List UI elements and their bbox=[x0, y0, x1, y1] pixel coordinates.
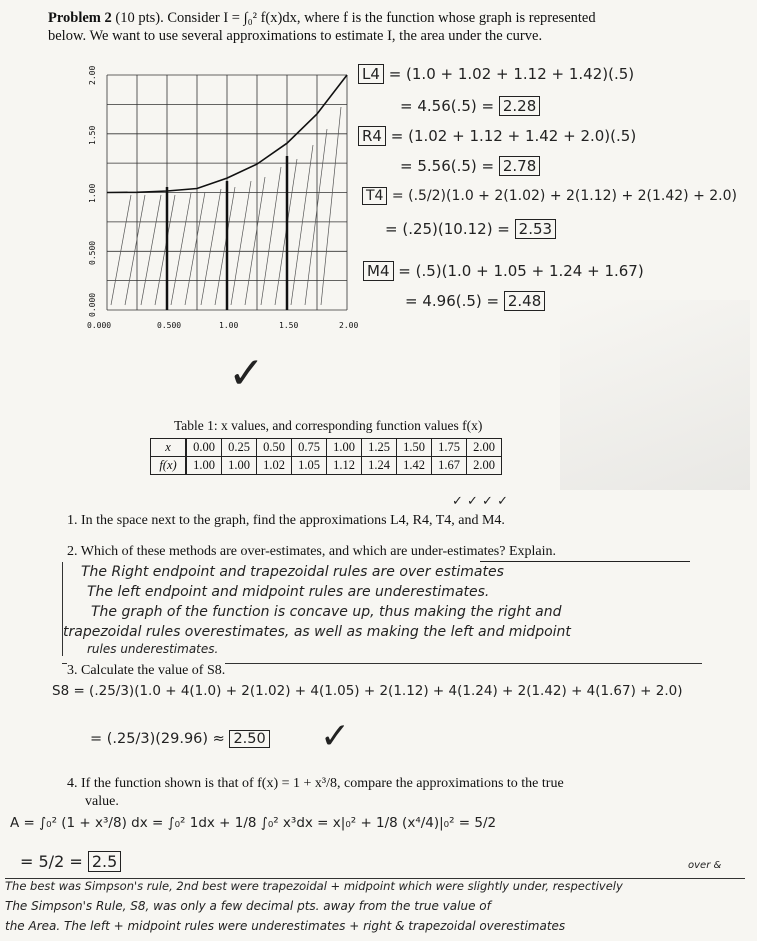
q1-ticks: ✓ ✓ ✓ ✓ bbox=[452, 494, 508, 509]
M4-label: M4 bbox=[363, 261, 394, 281]
x-tick: 1.00 bbox=[219, 321, 239, 330]
question-2: 2. Which of these methods are over-estimates, and which are under-estimates? Explain. bbox=[67, 544, 557, 559]
x-tick: 0.000 bbox=[87, 321, 112, 330]
M4-line1: = (.5)(1.0 + 1.05 + 1.24 + 1.67) bbox=[398, 262, 644, 280]
x-cell: 1.75 bbox=[432, 439, 467, 457]
a2-line2: The left endpoint and midpoint rules are underestimates. bbox=[87, 584, 490, 600]
question-1: 1. In the space next to the graph, find the approximations L4, R4, T4, and M4. bbox=[67, 513, 505, 528]
a4-line5: the Area. The left + midpoint rules were underestimates + right & trapezoidal overestimates bbox=[5, 919, 566, 933]
x-cell: 0.25 bbox=[222, 439, 257, 457]
a3-line2-text: = (.25/3)(29.96) ≈ bbox=[90, 731, 225, 747]
a4-line4: The Simpson's Rule, S8, was only a few decimal pts. away from the true value of bbox=[5, 899, 491, 913]
work-T4 bbox=[362, 188, 752, 204]
a2-line1: The Right endpoint and trapezoidal rules are over estimates bbox=[81, 564, 504, 580]
problem-points: (10 pts). bbox=[115, 10, 164, 26]
f-cell: 1.05 bbox=[292, 457, 327, 475]
problem-header bbox=[48, 9, 728, 45]
M4-result: 2.48 bbox=[504, 291, 545, 311]
problem-label: Problem 2 bbox=[48, 10, 112, 26]
x-cell: 2.00 bbox=[467, 439, 502, 457]
values-table bbox=[150, 438, 502, 475]
question-3: 3. Calculate the value of S8. bbox=[67, 663, 226, 678]
problem-text-2: below. We want to use several approximations to estimate I, the area under the curve. bbox=[48, 28, 543, 44]
L4-result: 2.28 bbox=[499, 96, 540, 116]
a4-line2-text: = 5/2 = bbox=[20, 852, 83, 871]
function-graph bbox=[55, 55, 365, 345]
answer-4-line1: A = ∫₀² (1 + x³/8) dx = ∫₀² 1dx + 1/8 ∫₀² x³dx = x|₀² + 1/8 (x⁴/4)|₀² = 5/2 bbox=[10, 815, 497, 831]
y-tick: 0.000 bbox=[88, 292, 97, 317]
T4-label: T4 bbox=[362, 187, 387, 205]
L4-line1: = (1.0 + 1.02 + 1.12 + 1.42)(.5) bbox=[388, 65, 635, 83]
a3-result: 2.50 bbox=[229, 730, 269, 748]
work-R4 bbox=[358, 127, 748, 145]
work-R4-line2 bbox=[400, 157, 540, 175]
a4-line3: The best was Simpson's rule, 2nd best were trapezoidal + midpoint which were slightly under, respectively bbox=[5, 879, 623, 893]
work-M4 bbox=[363, 262, 753, 280]
x-tick: 2.00 bbox=[339, 321, 359, 330]
work-L4 bbox=[358, 65, 748, 83]
x-cell: 0.75 bbox=[292, 439, 327, 457]
y-tick: 1.00 bbox=[88, 183, 97, 203]
R4-line2-text: = 5.56(.5) = bbox=[400, 157, 495, 175]
x-tick: 1.50 bbox=[279, 321, 299, 330]
x-cell: 0.00 bbox=[186, 439, 222, 457]
R4-line1: = (1.02 + 1.12 + 1.42 + 2.0)(.5) bbox=[390, 127, 637, 145]
answer-2 bbox=[62, 562, 757, 656]
answer-3-line2 bbox=[90, 731, 270, 747]
R4-label: R4 bbox=[358, 126, 386, 146]
a2-line5: rules underestimates. bbox=[87, 642, 219, 656]
table-row-x bbox=[151, 439, 502, 457]
f-header: f(x) bbox=[151, 457, 187, 475]
y-tick: 2.00 bbox=[88, 65, 97, 85]
question-4 bbox=[67, 775, 564, 811]
T4-line2-text: = (.25)(10.12) = bbox=[385, 220, 510, 238]
a2-line3: The graph of the function is concave up, thus making the right and bbox=[91, 604, 562, 620]
f-cell: 2.00 bbox=[467, 457, 502, 475]
a2-line4: trapezoidal rules overestimates, as well as making the left and midpoint bbox=[63, 624, 571, 640]
R4-result: 2.78 bbox=[499, 156, 540, 176]
x-header: x bbox=[151, 439, 187, 457]
x-cell: 1.50 bbox=[397, 439, 432, 457]
y-tick-labels bbox=[88, 66, 97, 317]
answer-4-line2 bbox=[20, 852, 121, 871]
T4-result: 2.53 bbox=[515, 219, 556, 239]
f-cell: 1.00 bbox=[186, 457, 222, 475]
table-row-f bbox=[151, 457, 502, 475]
a4-result: 2.5 bbox=[88, 851, 121, 872]
L4-label: L4 bbox=[358, 64, 384, 84]
f-cell: 1.00 bbox=[222, 457, 257, 475]
x-tick: 0.500 bbox=[157, 321, 182, 330]
answer-4-text bbox=[5, 876, 755, 936]
f-cell: 1.67 bbox=[432, 457, 467, 475]
problem-text-1: Consider I = ∫₀² f(x)dx, where f is the function whose graph is represented bbox=[167, 10, 596, 26]
q4-line1: 4. If the function shown is that of f(x) = 1 + x³/8, compare the approximations to the true bbox=[67, 776, 564, 791]
y-tick: 1.50 bbox=[88, 125, 97, 145]
f-cell: 1.02 bbox=[257, 457, 292, 475]
work-L4-line2 bbox=[400, 97, 540, 115]
checkmark-icon: ✓ bbox=[320, 716, 351, 757]
y-tick: 0.500 bbox=[88, 240, 97, 265]
f-cell: 1.12 bbox=[327, 457, 362, 475]
checkmark-icon: ✓ bbox=[228, 348, 265, 399]
answer-3-line1: S8 = (.25/3)(1.0 + 4(1.0) + 2(1.02) + 4(1.05) + 2(1.12) + 4(1.24) + 2(1.42) + 4(1.67) + 2.0) bbox=[52, 683, 683, 699]
f-cell: 1.24 bbox=[362, 457, 397, 475]
T4-line1: = (.5/2)(1.0 + 2(1.02) + 2(1.12) + 2(1.42) + 2.0) bbox=[391, 188, 737, 204]
over-note: over & bbox=[688, 860, 722, 871]
L4-line2-text: = 4.56(.5) = bbox=[400, 97, 495, 115]
q4-line2: value. bbox=[85, 794, 119, 809]
x-cell: 1.00 bbox=[327, 439, 362, 457]
f-cell: 1.42 bbox=[397, 457, 432, 475]
work-T4-line2 bbox=[385, 220, 556, 238]
x-cell: 1.25 bbox=[362, 439, 397, 457]
table-caption: Table 1: x values, and corresponding function values f(x) bbox=[174, 418, 483, 433]
work-M4-line2 bbox=[405, 292, 545, 310]
M4-line2-text: = 4.96(.5) = bbox=[405, 292, 500, 310]
x-cell: 0.50 bbox=[257, 439, 292, 457]
x-tick-labels bbox=[87, 321, 358, 330]
bleed-through-shading bbox=[560, 300, 750, 490]
